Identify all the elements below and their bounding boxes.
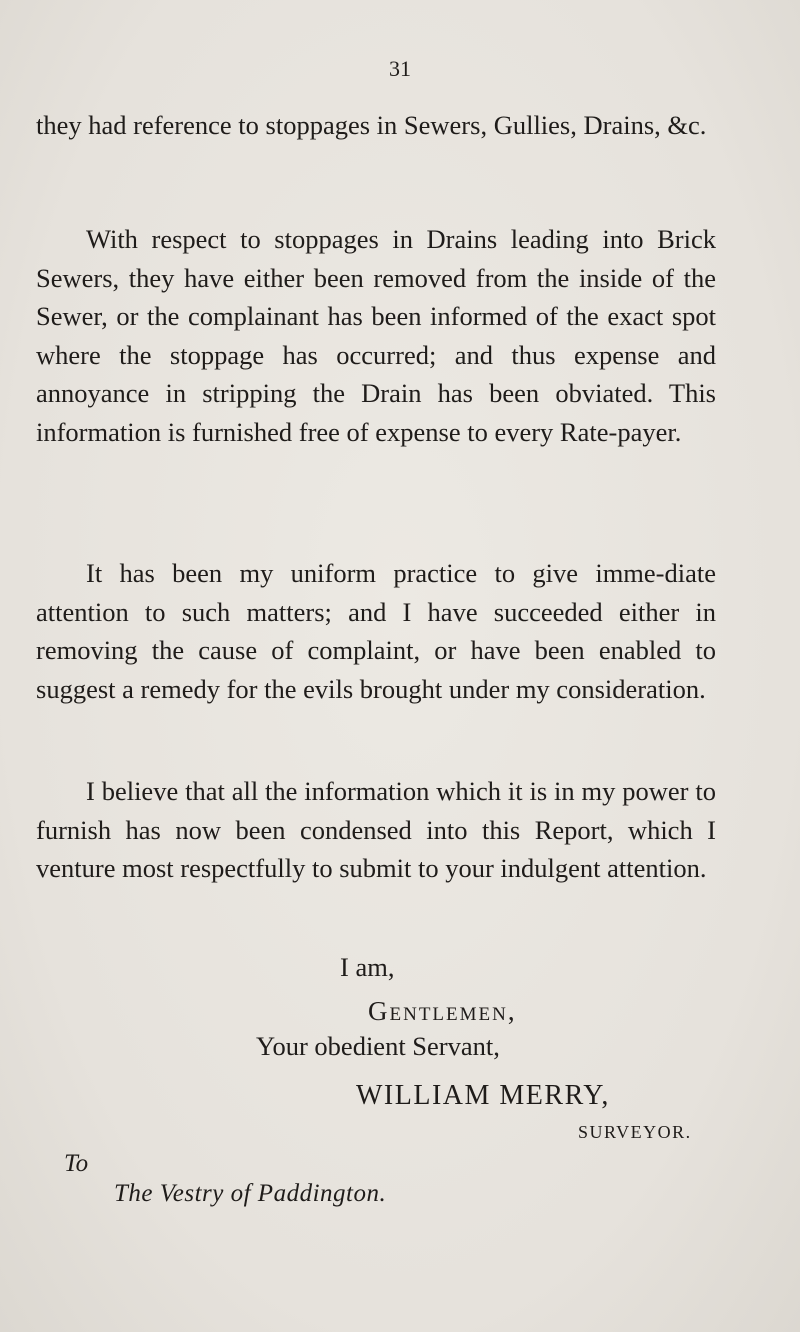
paragraph-practice: It has been my uniform practice to give imme-diate attention to such matters; and I have succeeded either in removing the cause of complaint, or have been enabled to suggest a remedy for the evils brought under my consideration. xyxy=(36,558,716,704)
paragraph-report: I believe that all the information which it is in my power to furnish has now been condensed into this Report, which I venture most respectfully to submit to your indulgent attention. xyxy=(36,776,716,884)
address-recipient: The Vestry of Paddington. xyxy=(114,1180,387,1207)
signatory-title: SURVEYOR. xyxy=(578,1122,692,1142)
closing-line: I am, xyxy=(340,952,395,982)
signature: WILLIAM MERRY, xyxy=(356,1080,610,1111)
page-number: 31 xyxy=(389,56,411,81)
address-to-label: To xyxy=(64,1150,89,1177)
paragraph-drains: With respect to stoppages in Drains leading into Brick Sewers, they have either been removed from the inside of the Sewer, or the complainant has been informed of the exact spot where the stoppage has occurred; and thus expense and annoyance in stripping the Drain has been obviated. This information is furnished free of expense to every Rate-payer. xyxy=(36,224,716,447)
salutation: Gentlemen, xyxy=(368,996,517,1026)
continuation-paragraph: they had reference to stoppages in Sewers, Gullies, Drains, &c. xyxy=(36,110,707,140)
complimentary-close: Your obedient Servant, xyxy=(256,1031,500,1061)
